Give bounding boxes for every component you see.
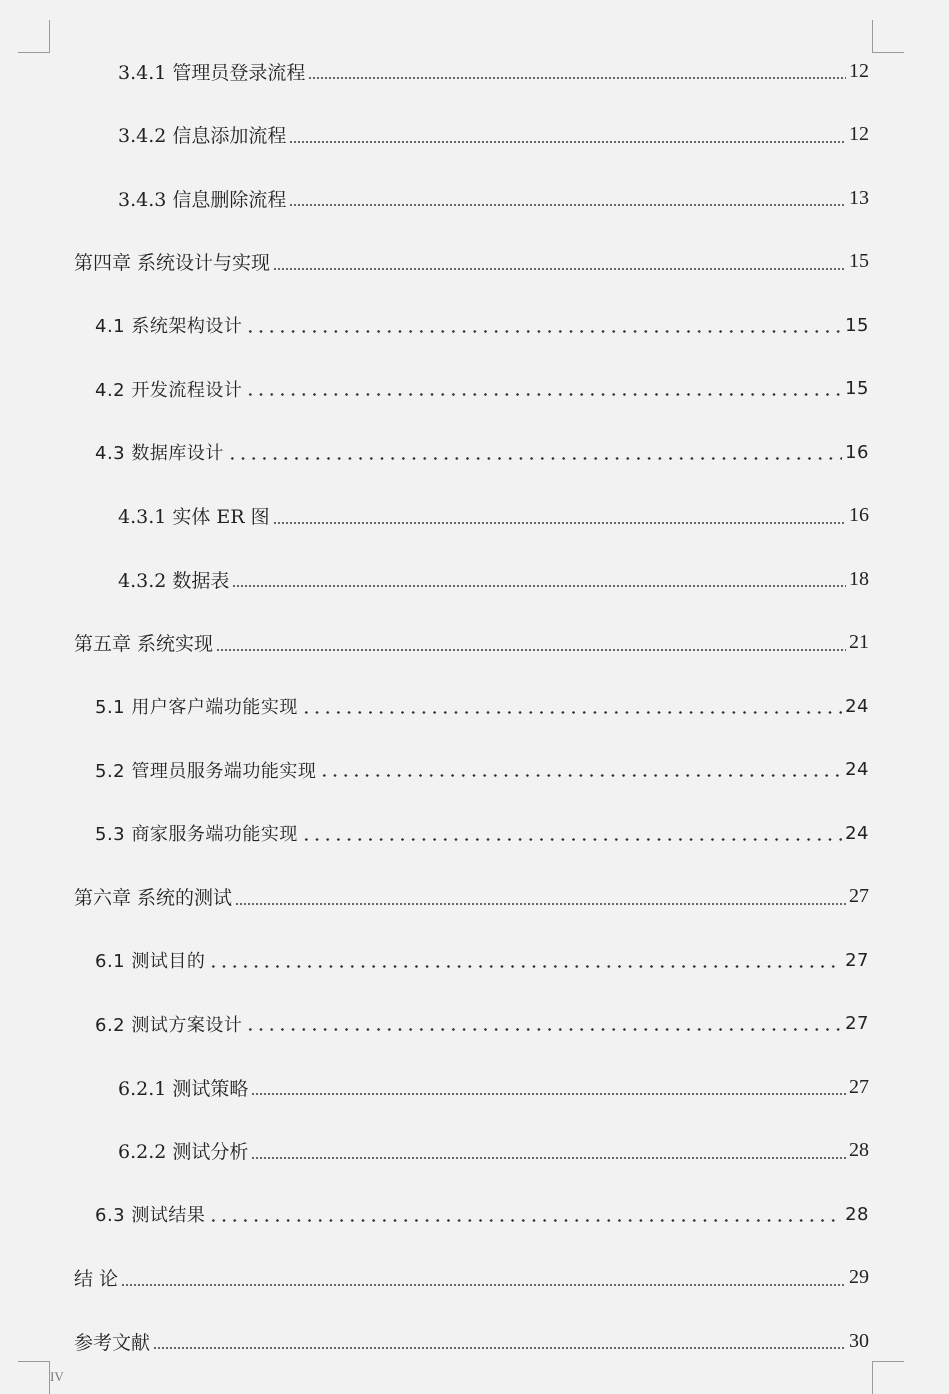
toc-dot-leader xyxy=(251,1157,846,1159)
toc-dot-leader xyxy=(289,141,846,143)
toc-entry[interactable] xyxy=(74,630,869,656)
toc-entry-title: 6.2.1 测试策略 xyxy=(118,1077,249,1100)
toc-dot-leader xyxy=(319,774,842,777)
toc-entry-title: 4.2 开发流程设计 xyxy=(95,379,243,401)
toc-entry-page-number: 16 xyxy=(849,504,869,526)
toc-entry-page-number: 29 xyxy=(849,1266,869,1288)
toc-entry-title: 5.3 商家服务端功能实现 xyxy=(95,824,298,845)
toc-entry[interactable] xyxy=(118,122,869,148)
crop-mark-bottom-left xyxy=(18,1361,50,1394)
toc-entry-page-number: 24 xyxy=(845,759,869,780)
toc-entry-page-number: 30 xyxy=(849,1329,869,1352)
toc-dot-leader xyxy=(245,1028,842,1031)
toc-entry[interactable] xyxy=(95,757,869,783)
toc-dot-leader xyxy=(308,77,846,79)
toc-dot-leader xyxy=(301,838,842,841)
toc-entry[interactable] xyxy=(118,185,869,211)
toc-dot-leader xyxy=(216,649,846,651)
toc-entry-title: 5.1 用户客户端功能实现 xyxy=(95,697,298,718)
toc-entry-title: 4.3.2 数据表 xyxy=(118,569,230,592)
toc-entry[interactable] xyxy=(74,1328,869,1354)
toc-entry[interactable] xyxy=(118,503,869,529)
toc-entry[interactable] xyxy=(95,439,869,465)
crop-mark-bottom-right xyxy=(872,1361,904,1394)
toc-entry[interactable] xyxy=(118,58,869,84)
toc-dot-leader xyxy=(245,393,842,396)
toc-entry-page-number: 28 xyxy=(849,1139,869,1161)
toc-entry-title: 4.3 数据库设计 xyxy=(95,443,224,464)
page-number-footer: IV xyxy=(50,1369,64,1384)
toc-entry-page-number: 13 xyxy=(849,186,869,209)
toc-entry-page-number: 12 xyxy=(849,59,869,82)
toc-entry-title: 第五章 系统实现 xyxy=(74,633,214,655)
toc-entry-page-number: 18 xyxy=(849,567,869,590)
toc-dot-leader xyxy=(232,585,846,587)
toc-entry-page-number: 24 xyxy=(845,695,869,717)
toc-dot-leader xyxy=(273,268,846,270)
toc-entry[interactable] xyxy=(95,376,869,402)
toc-entry-title: 3.4.1 管理员登录流程 xyxy=(118,61,306,84)
toc-dot-leader xyxy=(251,1093,846,1095)
toc-entry[interactable] xyxy=(74,1265,869,1291)
toc-dot-leader xyxy=(289,204,846,206)
toc-entry-page-number: 15 xyxy=(849,250,869,272)
toc-dot-leader xyxy=(208,965,842,968)
toc-entry[interactable] xyxy=(95,312,869,338)
toc-entry[interactable] xyxy=(118,566,869,592)
toc-entry-title: 第四章 系统设计与实现 xyxy=(74,252,271,274)
toc-dot-leader xyxy=(235,903,846,905)
toc-entry-page-number: 24 xyxy=(845,822,869,844)
crop-mark-top-left xyxy=(18,20,50,53)
toc-entry-title: 3.4.3 信息删除流程 xyxy=(118,188,287,211)
toc-entry-title: 6.1 测试目的 xyxy=(95,951,206,972)
toc-entry-page-number: 27 xyxy=(849,885,869,907)
toc-entry-title: 3.4.2 信息添加流程 xyxy=(118,125,287,147)
toc-entry-page-number: 21 xyxy=(849,631,869,653)
toc-entry[interactable] xyxy=(118,1138,869,1164)
toc-entry[interactable] xyxy=(95,947,869,973)
toc-entry-page-number: 16 xyxy=(845,441,869,463)
toc-entry-title: 6.2 测试方案设计 xyxy=(95,1014,243,1036)
crop-mark-top-right xyxy=(872,20,904,53)
toc-entry[interactable] xyxy=(95,693,869,719)
toc-entry-title: 5.2 管理员服务端功能实现 xyxy=(95,760,317,782)
toc-entry-title: 结 论 xyxy=(74,1268,119,1290)
toc-entry-title: 4.3.1 实体 ER 图 xyxy=(118,506,270,528)
toc-entry[interactable] xyxy=(95,1011,869,1037)
toc-entry-page-number: 27 xyxy=(849,1075,869,1098)
toc-dot-leader xyxy=(273,522,846,524)
toc-entry[interactable] xyxy=(118,1074,869,1100)
toc-entry-page-number: 12 xyxy=(849,123,869,145)
toc-dot-leader xyxy=(208,1219,842,1222)
toc-entry-title: 4.1 系统架构设计 xyxy=(95,316,243,337)
toc-dot-leader xyxy=(245,330,842,333)
toc-entry[interactable] xyxy=(95,1201,869,1227)
toc-entry-title: 6.3 测试结果 xyxy=(95,1205,206,1226)
toc-entry[interactable] xyxy=(74,249,869,275)
toc-entry[interactable] xyxy=(74,884,869,910)
toc-entry-page-number: 27 xyxy=(845,1013,869,1034)
toc-entry-page-number: 15 xyxy=(845,378,869,399)
toc-entry-page-number: 15 xyxy=(845,314,869,336)
toc-dot-leader xyxy=(227,457,842,460)
toc-dot-leader xyxy=(121,1284,846,1286)
toc-entry-page-number: 27 xyxy=(845,949,869,971)
toc-entry-page-number: 28 xyxy=(845,1203,869,1225)
toc-entry-title: 6.2.2 测试分析 xyxy=(118,1141,249,1163)
toc-dot-leader xyxy=(301,711,842,714)
toc-entry-title: 参考文献 xyxy=(74,1331,151,1354)
toc-entry-title: 第六章 系统的测试 xyxy=(74,887,233,909)
toc-dot-leader xyxy=(153,1347,846,1349)
toc-entry[interactable] xyxy=(95,820,869,846)
